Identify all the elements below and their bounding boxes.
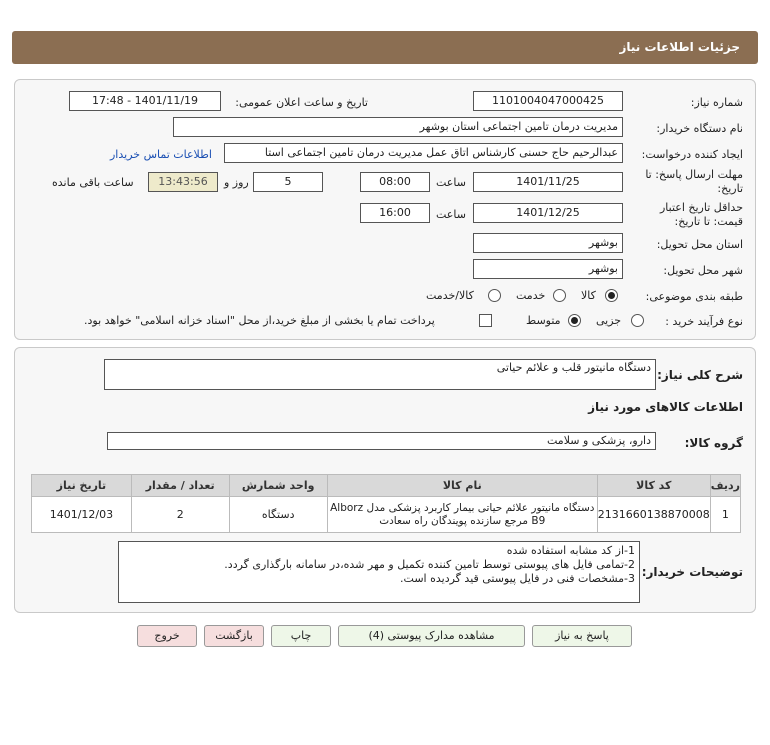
row-code: 2131660138870008 (597, 497, 710, 533)
category-service-label: خدمت (516, 289, 546, 302)
announce-field: 1401/11/19 - 17:48 (69, 91, 221, 111)
creator-label: ايجاد کننده درخواست: (641, 148, 743, 161)
creator-field: عبدالرحيم حاج حسنی کارشناس اتاق عمل مديريت درمان تامين اجتماعی استا (224, 143, 623, 163)
process-medium-label: متوسط (526, 314, 561, 327)
process-label: نوع فرآيند خريد : (665, 315, 743, 328)
note-line: 1-از کد مشابه استفاده شده (506, 544, 635, 557)
page-header (12, 31, 758, 64)
treasury-payment-note: پرداخت تمام يا بخشی از مبلغ خريد،از محل "اسناد خزانه اسلامی" خواهد بود. (84, 314, 435, 327)
summary-label: شرح کلی نياز: (657, 368, 743, 382)
note-line: 2-تمامی فايل های پيوستی توسط تامين کننده تکميل و مهر شده،در سامانه بارگذاری گردد. (224, 558, 635, 571)
buyer-field: مديريت درمان تامين اجتماعی استان بوشهر (173, 117, 623, 137)
buyer-notes (118, 541, 640, 603)
category-label: طبقه بندی موضوعی: (645, 290, 743, 303)
col-unit: واحد شمارش (229, 475, 327, 497)
province-label: استان محل تحويل: (656, 238, 743, 251)
validity-label-2: قيمت: تا تاريخ: (674, 215, 743, 228)
buyer-contact-link[interactable]: اطلاعات تماس خريدار (110, 148, 212, 161)
table-row (32, 497, 741, 533)
category-goods-service-radio[interactable] (488, 289, 501, 302)
back-button[interactable]: بازگشت (204, 625, 264, 647)
row-date: 1401/12/03 (32, 497, 132, 533)
validity-date-field: 1401/12/25 (473, 203, 623, 223)
buyer-label: نام دستگاه خريدار: (656, 122, 743, 135)
row-qty: 2 (131, 497, 229, 533)
remaining-time-label: ساعت باقی مانده (52, 176, 134, 189)
validity-time-label: ساعت (436, 208, 466, 221)
days-field: 5 (253, 172, 323, 192)
deadline-time-label: ساعت (436, 176, 466, 189)
need-number-field: 1101004047000425 (473, 91, 623, 111)
city-field: بوشهر (473, 259, 623, 279)
col-date: تاريخ نياز (32, 475, 132, 497)
goods-info-title: اطلاعات کالاهای مورد نياز (588, 400, 743, 414)
row-name (327, 497, 597, 533)
col-name: نام کالا (327, 475, 597, 497)
category-goods-label: کالا (581, 289, 596, 302)
process-partial-label: جزيی (596, 314, 622, 327)
goods-table (31, 474, 741, 533)
validity-time-field: 16:00 (360, 203, 430, 223)
page-title: جزئيات اطلاعات نياز (619, 40, 740, 54)
need-number-label: شماره نياز: (690, 96, 743, 109)
deadline-date-field: 1401/11/25 (473, 172, 623, 192)
summary-field: دستگاه مانيتور قلب و علائم حياتی (104, 359, 656, 390)
reply-button[interactable]: پاسخ به نياز (532, 625, 632, 647)
deadline-label: مهلت ارسال پاسخ: تا (645, 168, 743, 181)
note-line: 3-مشخصات فنی در فايل پيوستی قيد گرديده است. (400, 572, 635, 585)
deadline-time-field: 08:00 (360, 172, 430, 192)
category-service-radio[interactable] (553, 289, 566, 302)
category-goods-service-label: کالا/خدمت (426, 289, 474, 302)
validity-label: حداقل تاريخ اعتبار (659, 201, 743, 214)
deadline-label-2: تاريخ: (717, 182, 743, 195)
row-name-line1: دستگاه مانيتور علائم حياتی بيمار کاربرد پزشکی مدل Alborz (330, 501, 595, 514)
announce-label: تاريخ و ساعت اعلان عمومی: (235, 96, 368, 109)
row-index: 1 (710, 497, 740, 533)
process-medium-radio[interactable] (568, 314, 581, 327)
print-button[interactable]: چاپ (271, 625, 331, 647)
col-code: کد کالا (597, 475, 710, 497)
notes-label: توضيحات خريدار: (641, 565, 743, 579)
province-field: بوشهر (473, 233, 623, 253)
days-label: روز و (224, 176, 249, 189)
goods-table-header (32, 475, 741, 497)
category-goods-radio[interactable] (605, 289, 618, 302)
process-partial-radio[interactable] (631, 314, 644, 327)
treasury-payment-checkbox[interactable] (479, 314, 492, 327)
attachments-button[interactable]: مشاهده مدارک پيوستی (4) (338, 625, 525, 647)
group-label: گروه کالا: (684, 436, 743, 450)
group-field: دارو، پزشکی و سلامت (107, 432, 656, 450)
row-unit: دستگاه (229, 497, 327, 533)
col-qty: تعداد / مقدار (131, 475, 229, 497)
city-label: شهر محل تحويل: (663, 264, 743, 277)
row-name-line2: B9 مرجع سازنده پويندگان راه سعادت (379, 514, 546, 527)
exit-button[interactable]: خروج (137, 625, 197, 647)
col-index: رديف (710, 475, 740, 497)
remaining-time-field: 13:43:56 (148, 172, 218, 192)
